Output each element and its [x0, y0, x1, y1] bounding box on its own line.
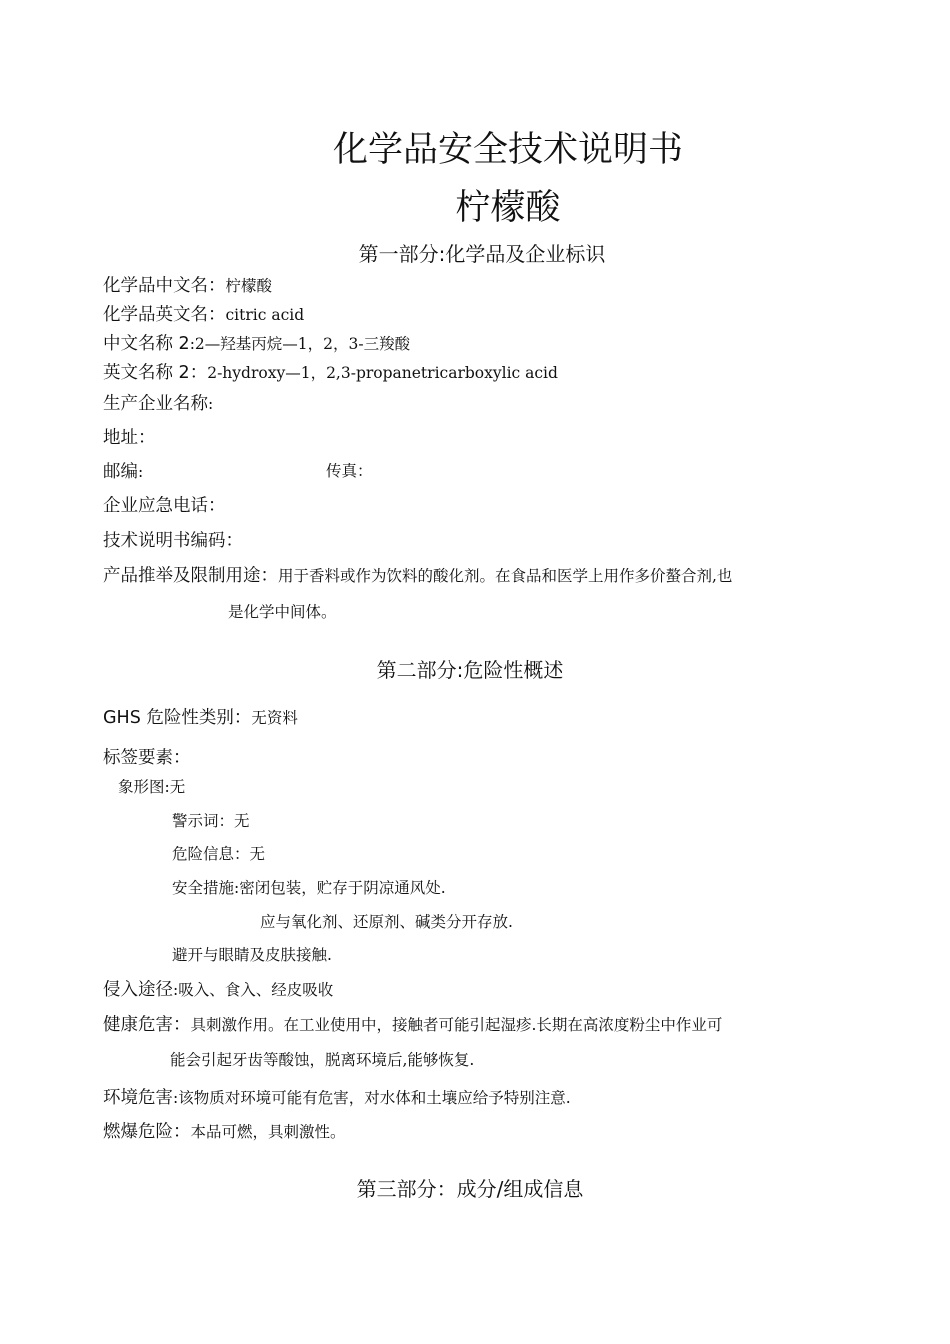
ghs-value: 无资料: [251, 709, 298, 727]
health-continuation: [170, 1048, 474, 1070]
signal-word-text: 警示词：无: [172, 812, 250, 830]
label-elements-row: [103, 744, 191, 769]
environment-value: :该物质对环境可能有危害，对水体和土壤应给予特别注意.: [173, 1089, 571, 1107]
company-label: 生产企业名称: [103, 394, 208, 414]
routes-row: [103, 976, 333, 1001]
ghs-label: GHS 危险性类别：: [103, 708, 252, 728]
pictogram-row: [118, 775, 185, 797]
cn-name-row: [103, 272, 272, 297]
usage-continuation: [228, 600, 337, 622]
postcode-row: [103, 458, 143, 483]
cn-name2-row: [103, 330, 410, 355]
health-value: 具刺激作用。在工业使用中，接触者可能引起湿疹.长期在高浓度粉尘中作业可: [190, 1016, 723, 1034]
cn-name2-label: 中文名称 2: [103, 334, 190, 354]
safety-measures2-row: [260, 910, 513, 932]
health-label: 健康危害：: [103, 1015, 191, 1035]
cn-name-value: 柠檬酸: [225, 277, 273, 295]
fax-label: 传真：: [326, 462, 373, 480]
hazard-info-text: 危险信息：无: [172, 845, 266, 863]
hazard-info-row: [172, 842, 265, 864]
signal-word-row: [172, 809, 250, 831]
part3-heading: 第三部分：成分/组成信息: [356, 1177, 584, 1201]
fax-row: [326, 459, 373, 481]
safety-measures3-row: [172, 943, 332, 965]
health-row: [103, 1011, 722, 1036]
ghs-row: [103, 704, 298, 729]
routes-value: :吸入、食入、经皮吸收: [173, 981, 334, 999]
company-row: [103, 390, 213, 415]
cn-name2-value: :2—羟基丙烷—1，2，3-三羧酸: [189, 335, 411, 353]
environment-row: [103, 1084, 571, 1109]
pictogram-text: 象形图:无: [118, 778, 186, 796]
postcode-label: 邮编: [103, 462, 138, 482]
safety-measures3-text: 避开与眼睛及皮肤接触.: [172, 946, 332, 964]
company-value: :: [208, 395, 214, 413]
en-name-value: citric acid: [225, 306, 305, 324]
environment-label: 环境危害: [103, 1088, 173, 1108]
usage-cont-text: 是化学中间体。: [228, 603, 337, 621]
sds-code-row: [103, 527, 243, 552]
sds-code-label: 技术说明书编码：: [103, 531, 243, 551]
emergency-phone-label: 企业应急电话：: [103, 496, 226, 516]
address-label: 地址：: [103, 428, 156, 448]
safety-measures-row: [172, 876, 446, 898]
postcode-value: :: [138, 463, 144, 481]
usage-row: [103, 562, 732, 587]
en-name2-label: 英文名称 2：: [103, 363, 208, 383]
en-name-label: 化学品英文名：: [103, 305, 226, 325]
en-name2-value: 2-hydroxy—1，2,3-propanetricarboxylic acid: [207, 364, 558, 382]
usage-value: 用于香料或作为饮料的酸化剂。在食品和医学上用作多价螯合剂,也: [278, 567, 733, 585]
safety-measures2-text: 应与氧化剂、还原剂、碱类分开存放.: [260, 913, 513, 931]
safety-measures-text: 安全措施:密闭包装，贮存于阴凉通风处.: [172, 879, 446, 897]
cn-name-label: 化学品中文名：: [103, 276, 226, 296]
routes-label: 侵入途径: [103, 980, 173, 1000]
emergency-phone-row: [103, 492, 226, 517]
health-cont-text: 能会引起牙齿等酸蚀，脱离环境后,能够恢复.: [170, 1051, 475, 1069]
fire-label: 燃爆危险：: [103, 1122, 191, 1142]
en-name-row: [103, 301, 304, 326]
part2-heading: 第二部分:危险性概述: [376, 658, 564, 682]
fire-row: [103, 1118, 346, 1143]
fire-value: 本品可燃，具刺激性。: [190, 1123, 346, 1141]
usage-label: 产品推举及限制用途：: [103, 566, 278, 586]
part1-heading: 第一部分:化学品及企业标识: [358, 242, 606, 266]
document-subtitle: 柠檬酸: [455, 188, 561, 228]
en-name2-row: [103, 359, 558, 384]
address-row: [103, 424, 156, 449]
label-elements-label: 标签要素：: [103, 748, 191, 768]
document-title: 化学品安全技术说明书: [332, 130, 683, 170]
